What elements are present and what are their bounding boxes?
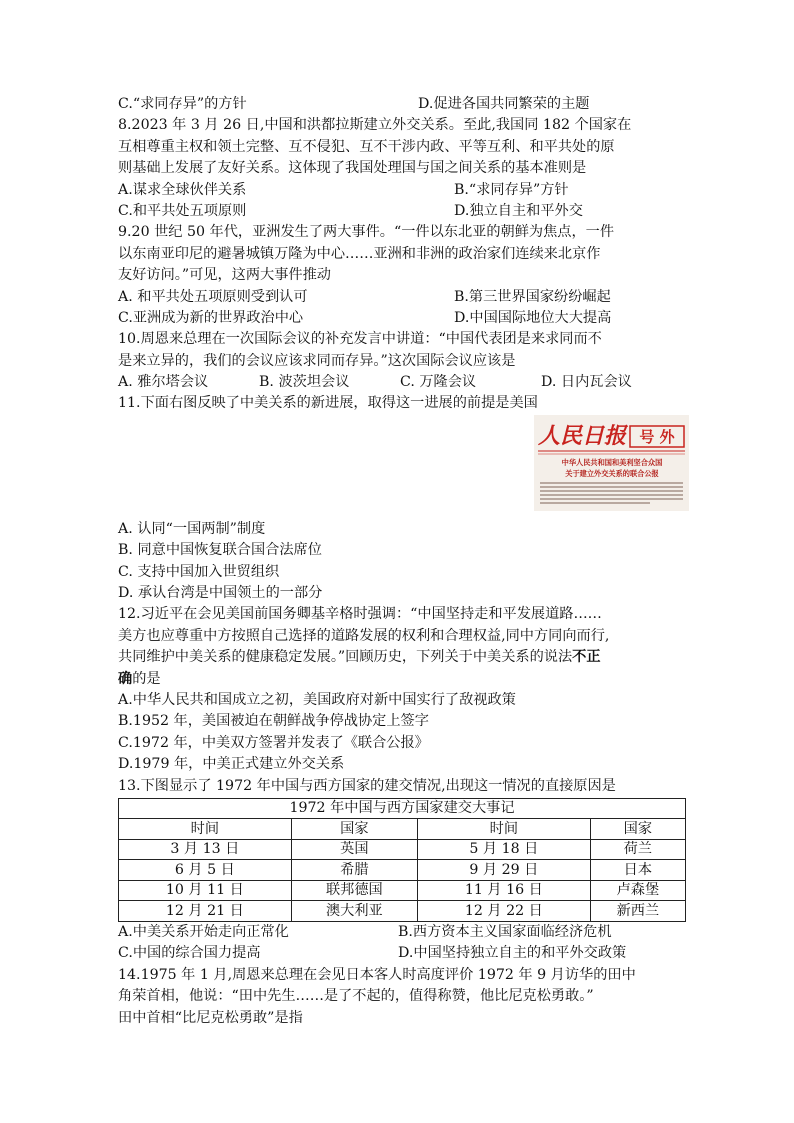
option-c: C. 万隆会议 [400,374,477,391]
table-cell: 11 月 16 日 [417,880,590,901]
table-title: 1972 年中国与西方国家建交大事记 [119,798,686,819]
diplomatic-relations-table [118,798,686,922]
option-c: C.1972 年，中美双方签署并发表了《联合公报》 [118,734,429,751]
masthead-text: 人民日报 [538,422,627,449]
table-header-row [119,819,686,840]
option-b: B. 波茨坦会议 [259,374,350,391]
headline-line-1: 中华人民共和国和美利坚合众国 [561,457,663,467]
table-row [119,839,686,860]
table-header: 国家 [291,819,417,840]
question-13 [118,776,684,965]
option-a: A.谋求全球伙伴关系 [118,181,247,198]
option-d: D. 日内瓦会议 [541,374,632,391]
table-cell: 9 月 29 日 [417,860,590,881]
stem-line: 是来立异的，我们的会议应该求同而存异。”这次国际会议应该是 [118,352,516,369]
table-row [119,901,686,922]
table-row [119,860,686,881]
question-12 [118,604,684,775]
options-row [118,372,684,393]
option-c: C.“求同存异”的方针 [118,96,247,112]
table-header: 国家 [590,819,685,840]
option-d: D.1979 年，中美正式建立外交关系 [118,756,345,773]
option-d: D.中国国际地位大大提高 [454,309,612,326]
table-cell: 英国 [291,839,417,860]
option-a: A. 和平共处五项原则受到认可 [118,288,308,305]
table-cell: 5 月 18 日 [417,839,590,860]
stem-line [118,669,684,690]
q7-options-row [118,94,684,115]
stem-line: 以东南亚印尼的避暑城镇万隆为中心……亚洲和非洲的政治家们连续来北京作 [118,245,601,262]
stem-line: 则基础上发展了友好关系。这体现了我国处理国与国之间关系的基本准则是 [118,160,587,177]
table-cell: 联邦德国 [291,880,417,901]
table-cell: 新西兰 [590,901,685,922]
stem-emphasis: 确 [118,670,133,687]
table-cell: 澳大利亚 [291,901,417,922]
stem-line: 12.习近平在会见美国前国务卿基辛格时强调：“中国坚持走和平发展道路…… [118,606,602,623]
stem-line: 8.2023 年 3 月 26 日,中国和洪都拉斯建立外交关系。至此,我国同 182 个国家在 [118,117,632,134]
stem-emphasis: 不正 [572,649,601,666]
option-a: A. 认同“一国两制”制度 [118,520,266,537]
stem-line: 美方也应尊重中方按照自己选择的道路发展的权利和合理权益,同中方同向而行, [118,627,610,644]
option-b: B.第三世界国家纷纷崛起 [454,288,611,305]
option-b: B.“求同存异”方针 [454,181,569,198]
option-c: C. 支持中国加入世贸组织 [118,563,280,580]
option-c: C.和平共处五项原则 [118,202,247,219]
option-d: D. 承认台湾是中国领土的一部分 [118,585,323,602]
option-d: D.中国坚持独立自主的和平外交政策 [398,945,627,962]
question-14 [118,965,684,1029]
question-10 [118,329,684,393]
question-9 [118,222,684,329]
table-cell: 12 月 21 日 [119,901,292,922]
option-a: A.中华人民共和国成立之初，美国政府对新中国实行了敌视政策 [118,691,516,708]
stem-line: 互相尊重主权和领土完整、互不侵犯、互不干涉内政、平等互利、和平共处的原 [118,138,615,155]
table-cell: 荷兰 [590,839,685,860]
table-cell: 12 月 22 日 [417,901,590,922]
table-cell: 日本 [590,860,685,881]
option-d: D.促进各国共同繁荣的主题 [418,96,590,112]
stem-text: 共同维护中美关系的健康稳定发展。”回顾历史，下列关于中美关系的说法 [118,649,573,666]
stem-line: 11.下面右图反映了中美关系的新进展，取得这一进展的前提是美国 [118,395,538,412]
stem-line: 友好访问。”可见，这两大事件推动 [118,267,331,284]
extra-label: 号 外 [639,427,675,446]
option-c: C.亚洲成为新的世界政治中心 [118,309,304,326]
newspaper-extra-image [534,415,689,511]
table-cell: 6 月 5 日 [119,860,292,881]
stem-line [118,647,684,668]
stem-text: 的是 [132,670,161,687]
stem-line: 13.下图显示了 1972 年中国与西方国家的建交情况,出现这一情况的直接原因是 [118,777,616,794]
table-cell: 10 月 11 日 [119,880,292,901]
table-row [119,880,686,901]
question-11 [118,393,684,604]
stem-line: 10.周恩来总理在一次国际会议的补充发言中讲道：“中国代表团是来求同而不 [118,331,602,348]
question-8 [118,115,684,222]
table-header: 时间 [417,819,590,840]
option-a: A.中美关系开始走向正常化 [118,923,289,940]
option-b: B. 同意中国恢复联合国合法席位 [118,542,322,559]
stem-line: 14.1975 年 1 月,周恩来总理在会见日本客人时高度评价 1972 年 9 月访华的田中 [118,966,636,983]
table-cell: 3 月 13 日 [119,839,292,860]
headline-line-2: 关于建立外交关系的联合公报 [565,468,659,478]
figure-area [118,415,684,519]
option-d: D.独立自主和平外交 [454,202,583,219]
stem-line: 9.20 世纪 50 年代，亚洲发生了两大事件。“一件以东北亚的朝鲜为焦点，一件 [118,224,615,241]
stem-line: 田中首相“比尼克松勇敢”是指 [118,1009,303,1026]
table-header: 时间 [119,819,292,840]
table-cell: 希腊 [291,860,417,881]
option-a: A. 雅尔塔会议 [118,374,209,391]
table-cell: 卢森堡 [590,880,685,901]
option-c: C.中国的综合国力提高 [118,945,261,962]
option-b: B.1952 年，美国被迫在朝鲜战争停战协定上签字 [118,713,429,730]
exam-page [118,94,684,1029]
stem-line: 角荣首相，他说：“田中先生……是了不起的，值得称赞，他比尼克松勇敢。” [118,988,594,1005]
option-b: B.西方资本主义国家面临经济危机 [398,923,612,940]
